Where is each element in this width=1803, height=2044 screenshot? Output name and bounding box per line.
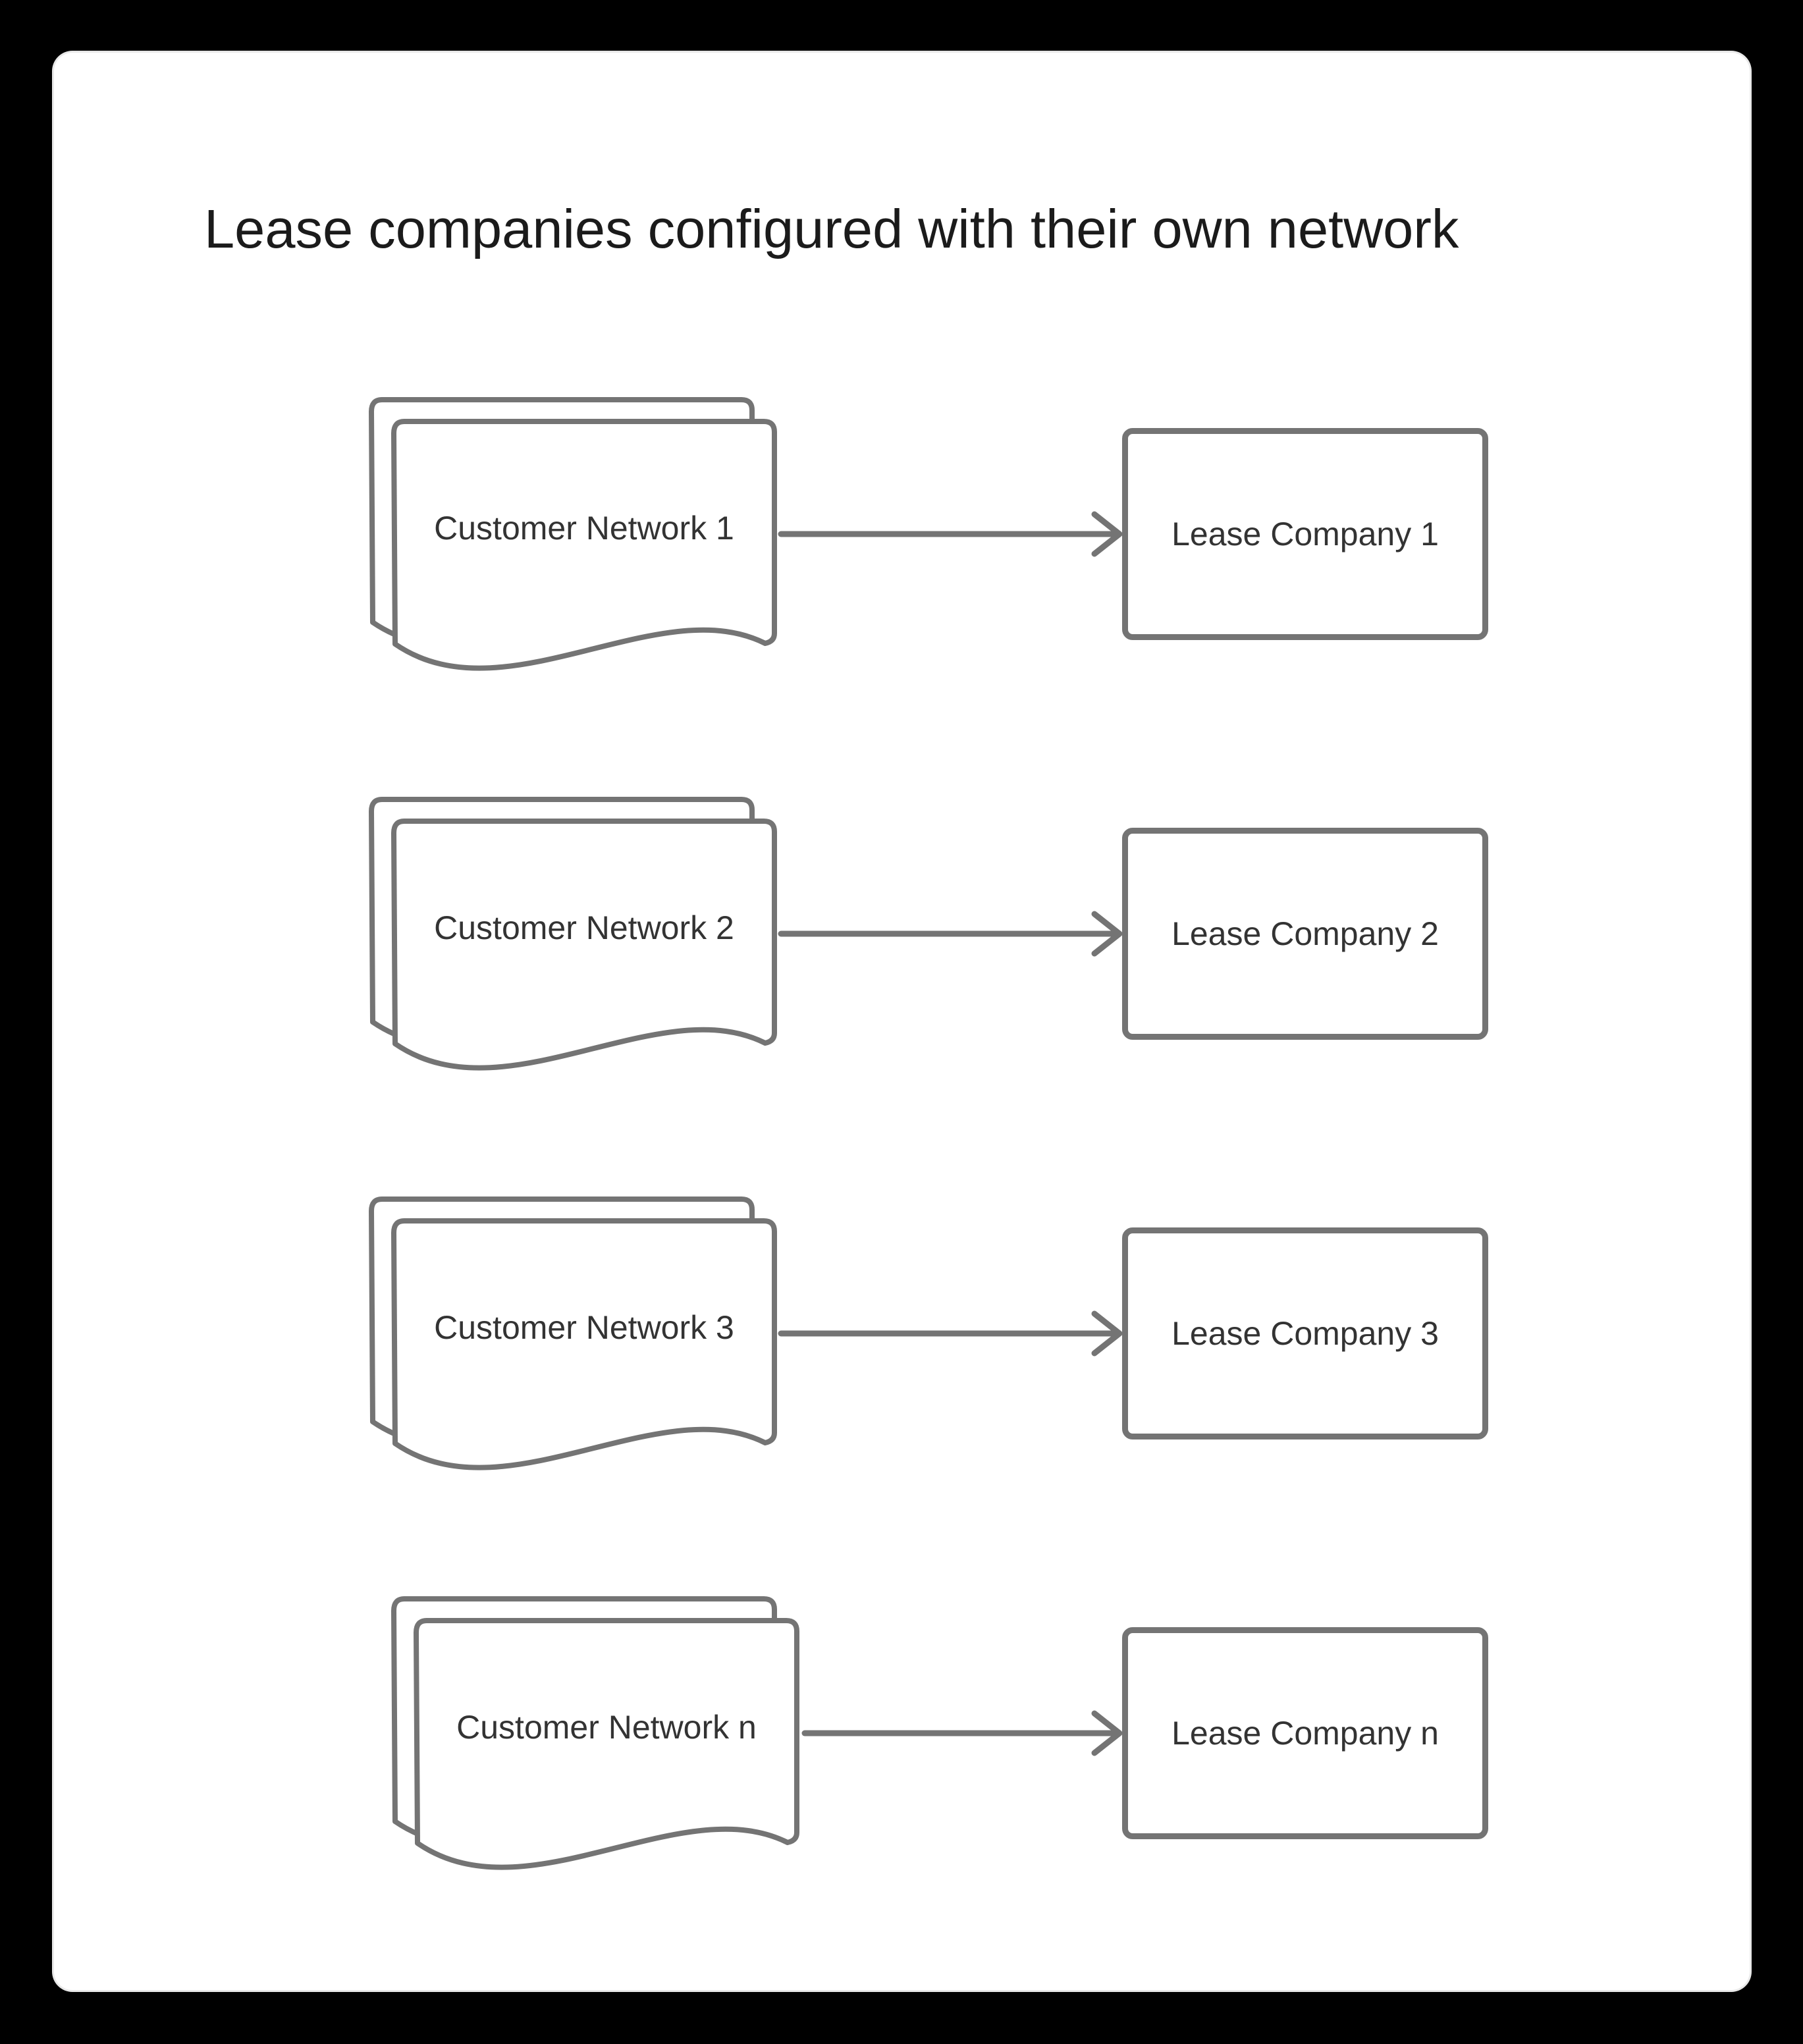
arrow-right-icon <box>777 506 1129 562</box>
arrow-right-icon <box>777 1306 1129 1361</box>
lease-company-shape <box>1122 1227 1488 1439</box>
customer-network-label: Customer Network n <box>456 1709 757 1746</box>
arrow-right-icon <box>777 906 1129 961</box>
customer-network-label: Customer Network 2 <box>434 909 734 946</box>
customer-network-label: Customer Network 3 <box>434 1309 734 1346</box>
customer-network-label: Customer Network 1 <box>434 510 734 547</box>
diagram-canvas <box>54 53 1750 1990</box>
lease-company-shape <box>1122 428 1488 640</box>
lease-company-label: Lease Company 2 <box>1171 915 1439 952</box>
lease-company-label: Lease Company 3 <box>1171 1315 1439 1352</box>
page-title: Lease companies configured with their own network <box>204 198 1459 259</box>
lease-company-label: Lease Company n <box>1171 1715 1439 1752</box>
lease-company-shape <box>1122 1627 1488 1839</box>
lease-company-label: Lease Company 1 <box>1171 516 1439 552</box>
lease-company-shape <box>1122 828 1488 1040</box>
arrow-right-icon <box>801 1706 1129 1761</box>
